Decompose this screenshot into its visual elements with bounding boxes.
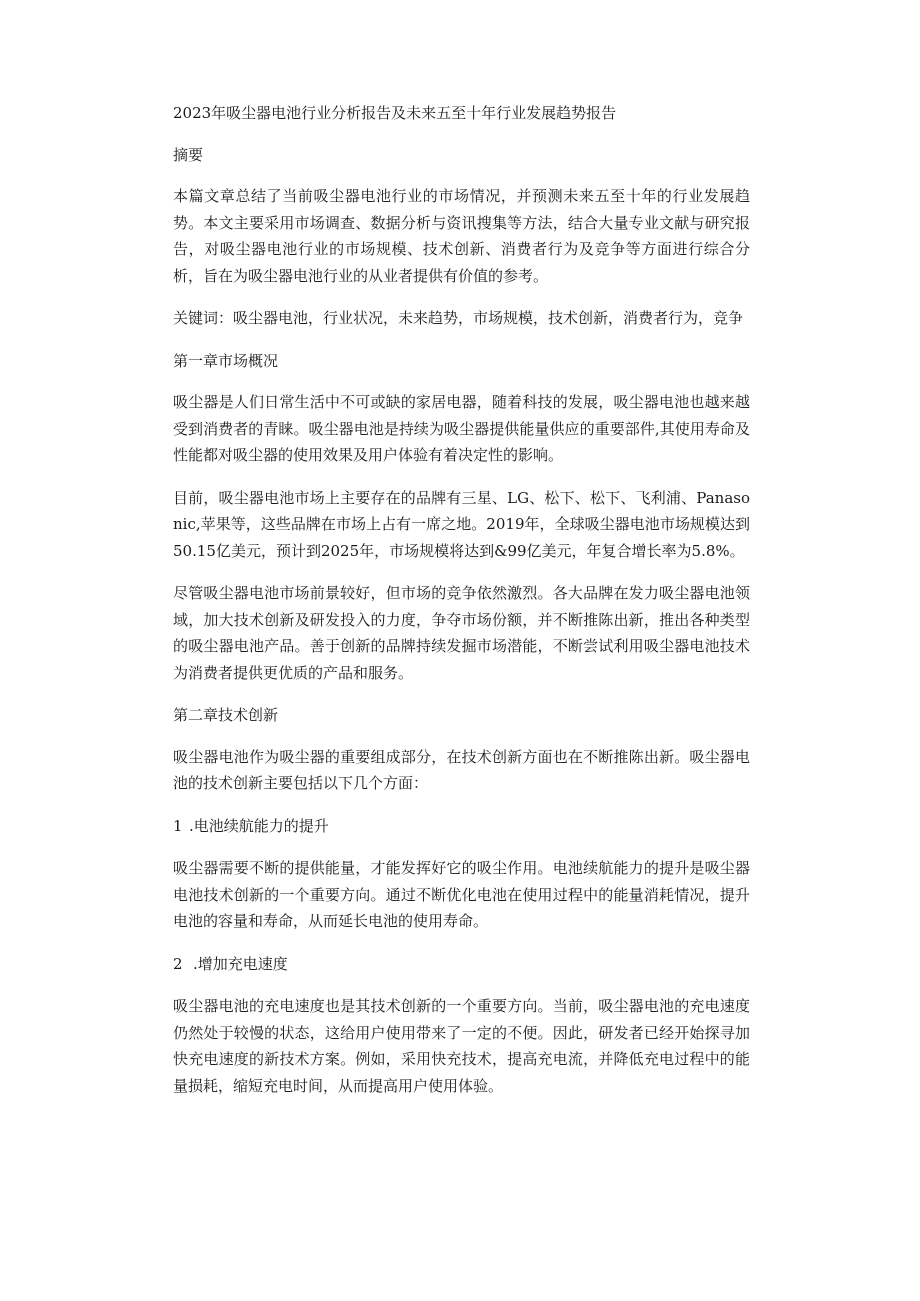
abstract-heading: 摘要 <box>173 145 204 164</box>
document-page <box>173 100 750 1115</box>
chapter1-heading: 第一章市场概况 <box>173 351 279 370</box>
chapter1-paragraph-3: 尽管吸尘器电池市场前景较好，但市场的竞争依然激烈。各大品牌在发力吸尘器电池领域，加大技术创新及研发投入的力度，争夺市场份额，并不断推陈出新，推出各种类型的吸尘器电池产品。善于创新的品牌持续发掘市场潜能，不断尝试利用吸尘器电池技术为消费者提供更优质的产品和服务。 <box>173 584 750 682</box>
abstract-paragraph: 本篇文章总结了当前吸尘器电池行业的市场情况，并预测未来五至十年的行业发展趋势。本文主要采用市场调查、数据分析与资讯搜集等方法，结合大量专业文献与研究报告，对吸尘器电池行业的市场规模、技术创新、消费者行为及竞争等方面进行综合分析，旨在为吸尘器电池行业的从业者提供有价值的参考。 <box>173 187 750 285</box>
document-title: 2023年吸尘器电池行业分析报告及未来五至十年行业发展趋势报告 <box>173 104 617 122</box>
section-item-2-number: 2 <box>173 954 183 973</box>
chapter2-heading: 第二章技术创新 <box>173 706 279 724</box>
section-item-1-number: 1 <box>173 816 183 835</box>
keywords-paragraph: 关键词：吸尘器电池，行业状况，未来趋势，市场规模，技术创新，消费者行为，竞争 <box>173 309 744 327</box>
chapter1-paragraph-1: 吸尘器是人们日常生活中不可或缺的家居电器，随着科技的发展，吸尘器电池也越来越受到消费者的青睐。吸尘器电池是持续为吸尘器提供能量供应的重要部件,其使用寿命及性能都对吸尘器的使用效果及用户体验有着决定性的影响。 <box>173 393 750 464</box>
section-item-1-heading <box>173 813 750 840</box>
chapter2-intro: 吸尘器电池作为吸尘器的重要组成部分，在技术创新方面也在不断推陈出新。吸尘器电池的技术创新主要包括以下几个方面： <box>173 747 750 792</box>
chapter1-paragraph-2: 目前，吸尘器电池市场上主要存在的品牌有三星、LG、松下、松下、飞利浦、Panasonic,苹果等，这些品牌在市场上占有一席之地。2019年，全球吸尘器电池市场规模达到50.15亿美元，预计到2025年，市场规模将达到&99亿美元，年复合增长率为5.8%。 <box>173 488 750 560</box>
section-item-1-text: 吸尘器需要不断的提供能量，才能发挥好它的吸尘作用。电池续航能力的提升是吸尘器电池技术创新的一个重要方向。通过不断优化电池在使用过程中的能量消耗情况，提升电池的容量和寿命，从而延长电池的使用寿命。 <box>173 859 750 930</box>
section-item-2-title: .增加充电速度 <box>193 954 288 973</box>
section-item-2-heading <box>173 951 750 978</box>
section-item-2-text: 吸尘器电池的充电速度也是其技术创新的一个重要方向。当前，吸尘器电池的充电速度仍然处于较慢的状态，这给用户使用带来了一定的不便。因此，研发者已经开始探寻加快充电速度的新技术方案。例如，采用快充技术，提高充电流，并降低充电过程中的能量损耗，缩短充电时间，从而提高用户使用体验。 <box>173 997 750 1095</box>
section-item-1-title: .电池续航能力的提升 <box>189 816 329 835</box>
